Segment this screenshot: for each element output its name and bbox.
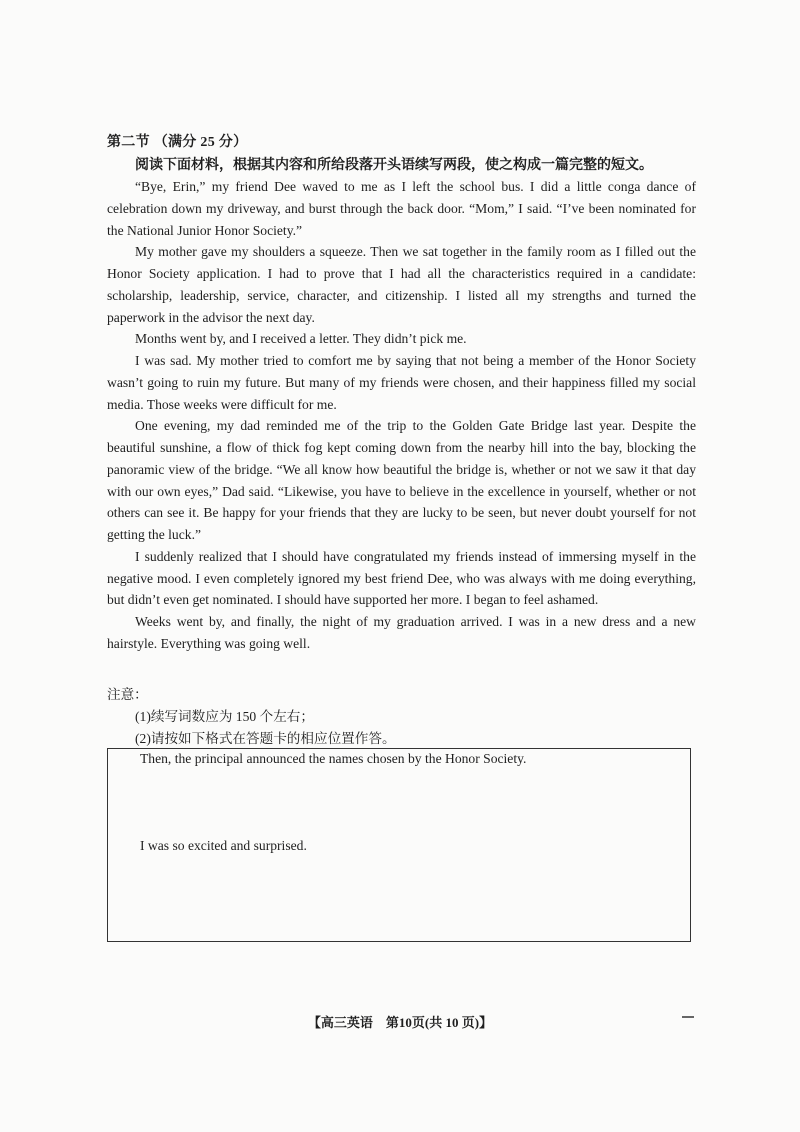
section-instruction: 阅读下面材料，根据其内容和所给段落开头语续写两段，使之构成一篇完整的短文。 [135,158,653,173]
story-paragraph: Months went by, and I received a letter. They didn’t pick me. [135,331,467,347]
story-paragraph: I suddenly realized that I should have congratulated my friends instead of immersing myself in the negative mood. I even completely ignored my best friend Dee, who was always with me doing everything, but didn’t even get nominated. I should have supported her more. I began to feel ashamed. [107,548,696,608]
corner-mark [682,1016,694,1018]
story-paragraph: I was sad. My mother tried to comfort me by saying that not being a member of the Honor Society wasn’t going to ruin my future. But many of my friends were chosen, and their happiness filled my social media. Those weeks were difficult for me. [107,353,696,412]
notes-item: (2)请按如下格式在答题卡的相应位置作答。 [135,730,396,746]
notes-item: (1)续写词数应为 150 个左右； [135,708,314,724]
page-footer: 【高三英语 第10页(共 10 页)】 [307,1015,493,1030]
story-paragraph: “Bye, Erin,” my friend Dee waved to me as I left the school bus. I did a little conga dance of celebration down my driveway, and burst through the back door. “Mom,” I said. “I’ve been nominated for the National Junior Honor Society.” [107,179,696,238]
story-text [107,176,696,655]
paragraph-prompt-1: Then, the principal announced the names chosen by the Honor Society. [140,751,527,766]
answer-box [107,748,691,942]
section-title: 第二节 （满分 25 分） [107,135,248,150]
notes-section [107,684,696,749]
story-paragraph: One evening, my dad reminded me of the trip to the Golden Gate Bridge last year. Despite the beautiful sunshine, a flow of thick fog kept coming down from the nearby hill into the bay, blocking the panoramic view of the bridge. “We all know how beautiful the bridge is, whether or not we saw it that day with our own eyes,” Dad said. “Likewise, you have to believe in the excellence in yourself, whether or not others can see it. Be happy for your friends that they are lucky to be seen, but never doubt yourself for not getting the luck.” [107,418,696,542]
paragraph-prompt-2: I was so excited and surprised. [140,838,307,853]
notes-label: 注意： [107,687,148,702]
story-paragraph: My mother gave my shoulders a squeeze. Then we sat together in the family room as I filled out the Honor Society application. I had to prove that I had all the characteristics required in a candidate: scholarship, leadership, service, character, and citizenship. I listed all my strengths and turned the paperwork in the advisor the next day. [107,244,696,325]
story-paragraph: Weeks went by, and finally, the night of my graduation arrived. I was in a new dress and a new hairstyle. Everything was going well. [107,614,696,651]
